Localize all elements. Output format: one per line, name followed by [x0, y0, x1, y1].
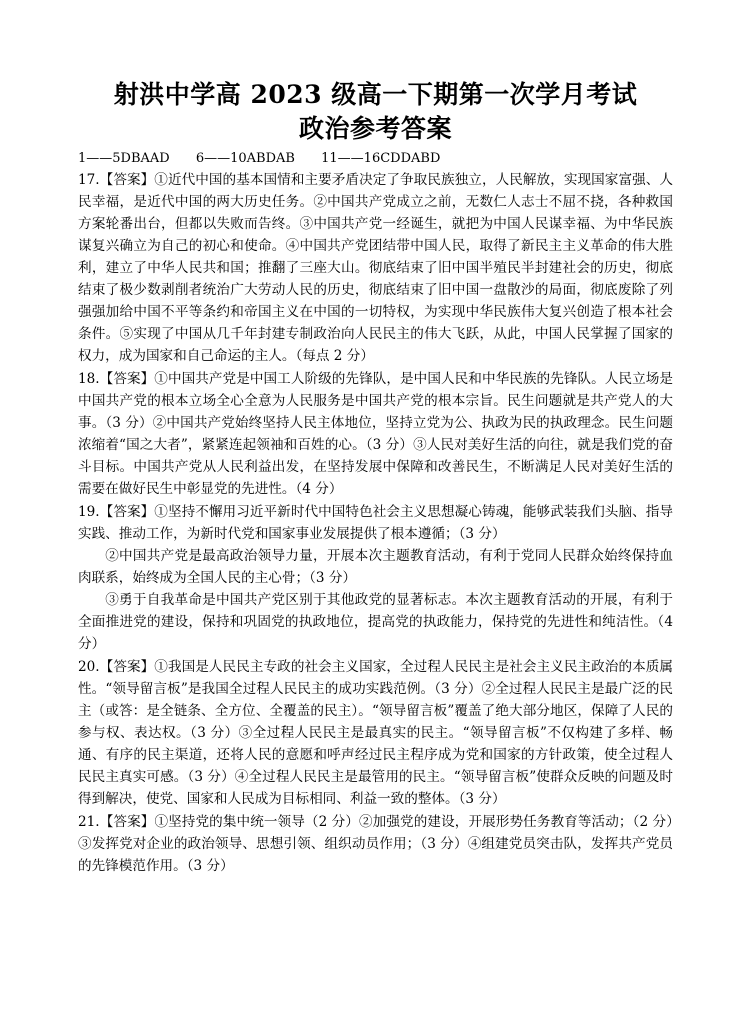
multiple-choice-answers — [78, 150, 673, 167]
answer-label: 20.【答案】 — [78, 659, 155, 675]
answer-label: 18.【答案】 — [78, 371, 155, 387]
page-subtitle: 政治参考答案 — [298, 114, 452, 143]
page-title: 射洪中学高 2023 级高一下期第一次学月考试 — [113, 80, 638, 109]
answer-18 — [78, 368, 673, 500]
answer-label: 17.【答案】 — [78, 172, 155, 188]
answer-text: ①近代中国的基本国情和主要矛盾决定了争取民族独立，人民解放，实现国家富强、人民幸福，是近代中国的两大历史任务。②中国共产党成立之前，无数仁人志士不屈不挠，各种救国方案轮番出台，但都以失败而告终。③中国共产党一经诞生，就把为中国人民谋幸福、为中华民族谋复兴确立为自己的初心和使命。④中国共产党团结带中国人民，取得了新民主主义革命的伟大胜利，建立了中华人民共和国；推翻了三座大山。彻底结束了旧中国半殖民半封建社会的历史，彻底结束了极少数剥削者统治广大劳动人民的历史，彻底结束了旧中国一盘散沙的局面，彻底废除了列强强加给中国不平等条约和帝国主义在中国的一切特权，为实现中华民族伟大复兴创造了根本社会条件。⑤实现了中国从几千年封建专制政治向人民民主的伟大飞跃，从此，中国人民掌握了国家的权力，成为国家和自己命运的主人。（每点 2 分） — [78, 172, 674, 364]
answer-20 — [78, 656, 673, 810]
mc-answer-group: 11——16CDDABD — [321, 151, 441, 166]
answer-text: ①坚持不懈用习近平新时代中国特色社会主义思想凝心铸魂，能够武装我们头脑、指导实践、推动工作，为新时代党和国家事业发展提供了根本遵循；（3 分） — [78, 504, 674, 542]
mc-answer-group: 1——5DBAAD — [78, 151, 170, 166]
answer-17 — [78, 169, 673, 367]
answer-19 — [78, 501, 673, 655]
answer-label: 21.【答案】 — [78, 814, 155, 830]
mc-answer-group: 6——10ABDAB — [195, 151, 295, 166]
answer-21 — [78, 811, 673, 877]
answer-text: ①我国是人民民主专政的社会主义国家，全过程人民民主是社会主义民主政治的本质属性。“领导留言板”是我国全过程人民民主的成功实践范例。（3 分）②全过程人民民主是最广泛的民主（或答：是全链条、全方位、全覆盖的民主）。“领导留言板”覆盖了绝大部分地区，保障了人民的参与权、表达权。（3 分）③全过程人民民主是最真实的民主。“领导留言板”不仅构建了多样、畅通、有序的民主渠道，还将人民的意愿和呼声经过民主程序成为党和国家的方针政策，使全过程人民民主真实可感。（3 分）④全过程人民民主是最管用的民主。“领导留言板”使群众反映的问题及时得到解决，使党、国家和人民成为目标相同、利益一致的整体。（3 分） — [78, 659, 674, 807]
answer-label: 19.【答案】 — [78, 504, 155, 520]
answer-text: ①中国共产党是中国工人阶级的先锋队，是中国人民和中华民族的先锋队。人民立场是中国共产党的根本立场全心全意为人民服务是中国共产党的根本宗旨。民生问题就是共产党人的大事。（3 分）②中国共产党始终坚持人民主体地位，坚持立党为公、执政为民的执政理念。民生问题浓缩着“国之大者”，紧紧连起领袖和百姓的心。（3 分）③人民对美好生活的向往，就是我们党的奋斗目标。中国共产党从人民利益出发，在坚持发展中保障和改善民生，不断满足人民对美好生活的需要在做好民生中彰显党的先进性。（4 分） — [78, 371, 674, 497]
answer-text: ③勇于自我革命是中国共产党区别于其他政党的显著标志。本次主题教育活动的开展，有利于全面推进党的建设，保持和巩固党的执政地位，提高党的执政能力，保持党的先进性和纯洁性。（4 分） — [78, 592, 673, 652]
answer-text: ①坚持党的集中统一领导（2 分）②加强党的建设，开展形势任务教育等活动；（2 分）③发挥党对企业的政治领导、思想引领、组织动员作用；（3 分）④组建党员突击队，发挥共产党员的先锋模范作用。（3 分） — [78, 814, 674, 874]
answer-text: ②中国共产党是最高政治领导力量，开展本次主题教育活动，有利于党同人民群众始终保持血肉联系，始终成为全国人民的主心骨；（3 分） — [78, 548, 673, 586]
